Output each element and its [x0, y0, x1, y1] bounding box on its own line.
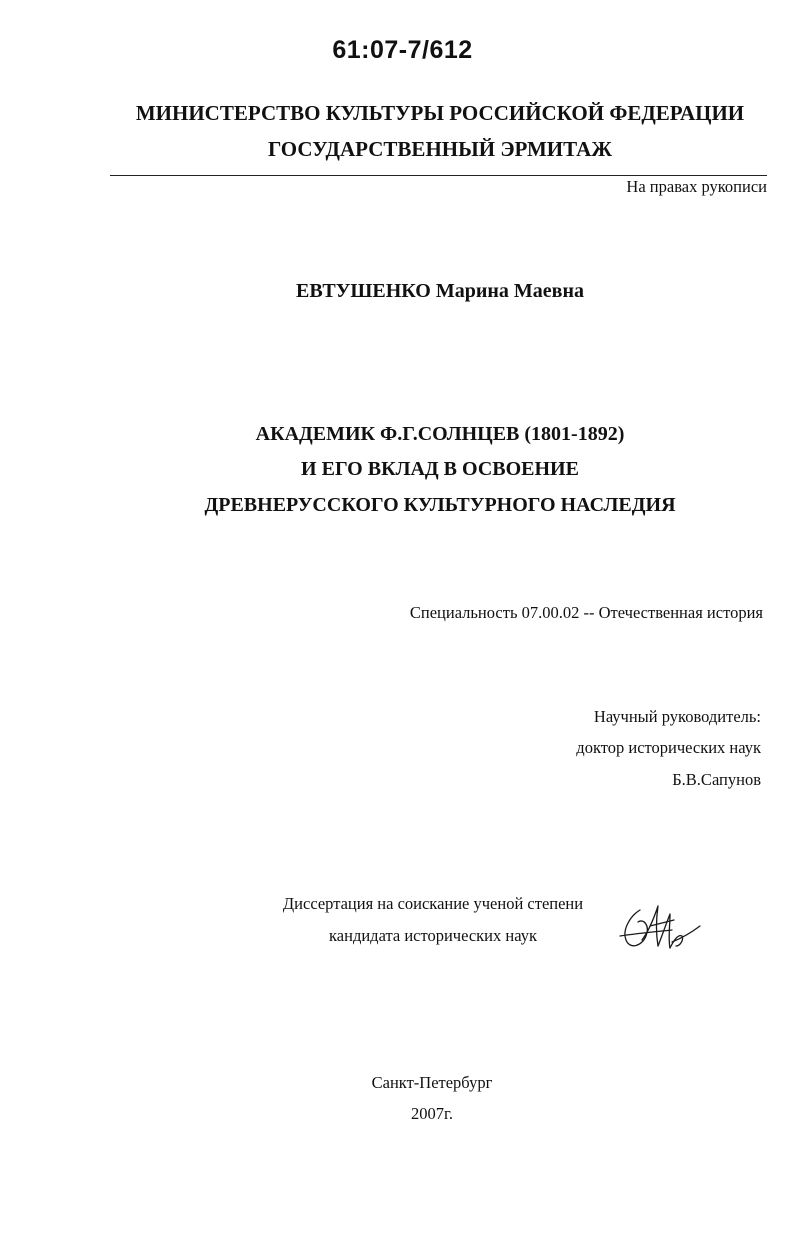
catalog-number: 61:07-7/612: [332, 36, 473, 64]
title-line-3: ДРЕВНЕРУССКОГО КУЛЬТУРНОГО НАСЛЕДИЯ: [204, 494, 676, 516]
ministry-heading: МИНИСТЕРСТВО КУЛЬТУРЫ РОССИЙСКОЙ ФЕДЕРАЦИИ: [135, 101, 745, 125]
year: 2007г.: [410, 1104, 454, 1123]
institution-heading: ГОСУДАРСТВЕННЫЙ ЭРМИТАЖ: [267, 137, 613, 161]
title-line-2: И ЕГО ВКЛАД В ОСВОЕНИЕ: [301, 458, 579, 480]
city: Санкт-Петербург: [371, 1073, 493, 1092]
author-name: ЕВТУШЕНКО Марина Маевна: [296, 280, 584, 302]
advisor-name: Б.В.Сапунов: [672, 770, 761, 789]
handwritten-signature-icon: [612, 896, 702, 966]
manuscript-note: На правах рукописи: [626, 177, 767, 196]
dissertation-line-2: кандидата исторических наук: [329, 926, 537, 945]
dissertation-line-1: Диссертация на соискание ученой степени: [282, 894, 584, 913]
advisor-label: Научный руководитель:: [593, 707, 761, 726]
specialty-line: Специальность 07.00.02 -- Отечественная история: [409, 603, 763, 622]
header-divider: [110, 175, 767, 176]
advisor-degree: доктор исторических наук: [576, 738, 761, 757]
title-line-1: АКАДЕМИК Ф.Г.СОЛНЦЕВ (1801-1892): [255, 423, 625, 445]
